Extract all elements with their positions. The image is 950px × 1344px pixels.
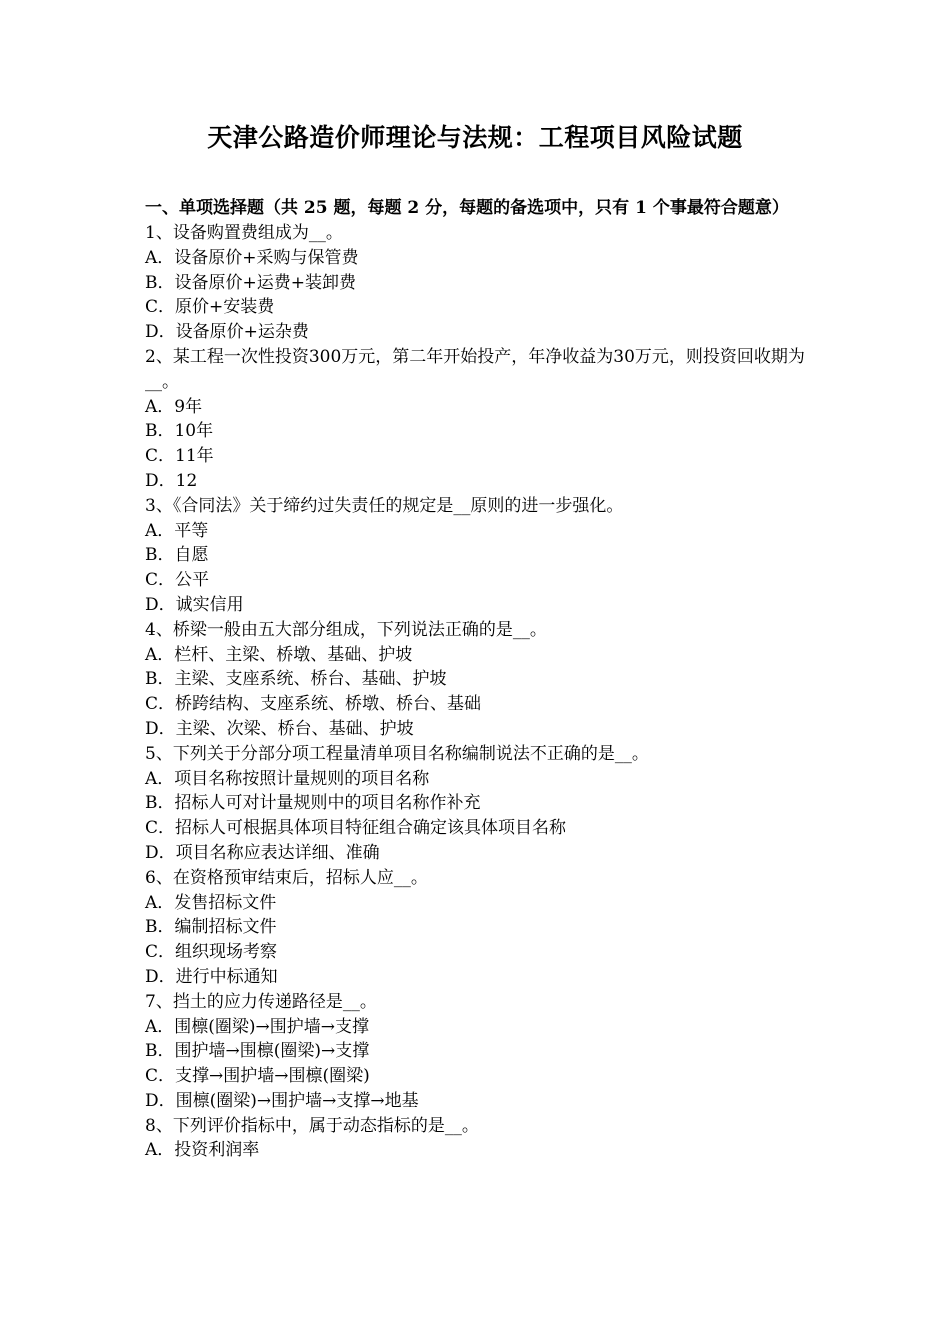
answer-option: A．平等 bbox=[145, 520, 209, 541]
question-3 bbox=[145, 494, 817, 618]
answer-option: C．招标人可根据具体项目特征组合确定该具体项目名称 bbox=[145, 818, 567, 839]
section-heading: 一、单项选择题（共 25 题，每题 2 分，每题的备选项中，只有 1 个事最符合题意） bbox=[145, 198, 789, 218]
question-stem: 4、桥梁一般由五大部分组成，下列说法正确的是__。 bbox=[145, 619, 547, 640]
answer-option: C．11年 bbox=[145, 446, 214, 467]
answer-option: C．支撑→围护墙→围檩(圈梁) bbox=[145, 1066, 370, 1087]
question-stem: 2、某工程一次性投资300万元，第二年开始投产，年净收益为30万元，则投资回收期为__。 bbox=[145, 346, 805, 392]
question-stem: 5、下列关于分部分项工程量清单项目名称编制说法不正确的是__。 bbox=[145, 743, 649, 764]
question-stem: 7、挡土的应力传递路径是__。 bbox=[145, 991, 377, 1012]
answer-option: C．组织现场考察 bbox=[145, 942, 278, 963]
answer-option: D．围檩(圈梁)→围护墙→支撑→地基 bbox=[145, 1090, 419, 1111]
question-stem: 3、《合同法》关于缔约过失责任的规定是__原则的进一步强化。 bbox=[145, 495, 624, 516]
answer-option: C．桥跨结构、支座系统、桥墩、桥台、基础 bbox=[145, 694, 482, 715]
answer-option: A．项目名称按照计量规则的项目名称 bbox=[145, 768, 430, 789]
answer-option: A．投资利润率 bbox=[145, 1140, 260, 1161]
answer-option: A．9年 bbox=[145, 396, 203, 417]
answer-option: A．发售招标文件 bbox=[145, 892, 277, 913]
answer-option: B．围护墙→围檩(圈梁)→支撑 bbox=[145, 1041, 370, 1062]
answer-option: B．10年 bbox=[145, 421, 214, 442]
question-1 bbox=[145, 221, 817, 345]
answer-option: D．12 bbox=[145, 470, 198, 491]
document-body bbox=[145, 196, 817, 1163]
question-2 bbox=[145, 345, 817, 494]
answer-option: A．设备原价+采购与保管费 bbox=[145, 247, 359, 268]
answer-option: B．主梁、支座系统、桥台、基础、护坡 bbox=[145, 669, 447, 690]
answer-option: B．招标人可对计量规则中的项目名称作补充 bbox=[145, 793, 481, 814]
question-stem: 8、下列评价指标中，属于动态指标的是__。 bbox=[145, 1115, 479, 1136]
page-title: 天津公路造价师理论与法规：工程项目风险试题 bbox=[207, 123, 743, 152]
question-stem: 6、在资格预审结束后，招标人应__。 bbox=[145, 867, 428, 888]
answer-option: B．编制招标文件 bbox=[145, 917, 277, 938]
question-stem: 1、设备购置费组成为__。 bbox=[145, 223, 343, 243]
answer-option: D．项目名称应表达详细、准确 bbox=[145, 842, 380, 863]
answer-option: C．公平 bbox=[145, 570, 210, 591]
question-5 bbox=[145, 742, 817, 866]
question-7 bbox=[145, 990, 817, 1114]
answer-option: B．设备原价+运费+装卸费 bbox=[145, 272, 356, 293]
answer-option: D．诚实信用 bbox=[145, 594, 244, 615]
answer-option: D．主梁、次梁、桥台、基础、护坡 bbox=[145, 718, 414, 739]
question-list bbox=[145, 221, 817, 1163]
question-6 bbox=[145, 866, 817, 990]
question-4 bbox=[145, 618, 817, 742]
question-8 bbox=[145, 1114, 817, 1164]
answer-option: C．原价+安装费 bbox=[145, 297, 275, 318]
answer-option: D．进行中标通知 bbox=[145, 966, 278, 987]
answer-option: D．设备原价+运杂费 bbox=[145, 322, 309, 343]
answer-option: A．栏杆、主梁、桥墩、基础、护坡 bbox=[145, 644, 413, 665]
answer-option: B．自愿 bbox=[145, 545, 209, 566]
answer-option: A．围檩(圈梁)→围护墙→支撑 bbox=[145, 1016, 370, 1037]
